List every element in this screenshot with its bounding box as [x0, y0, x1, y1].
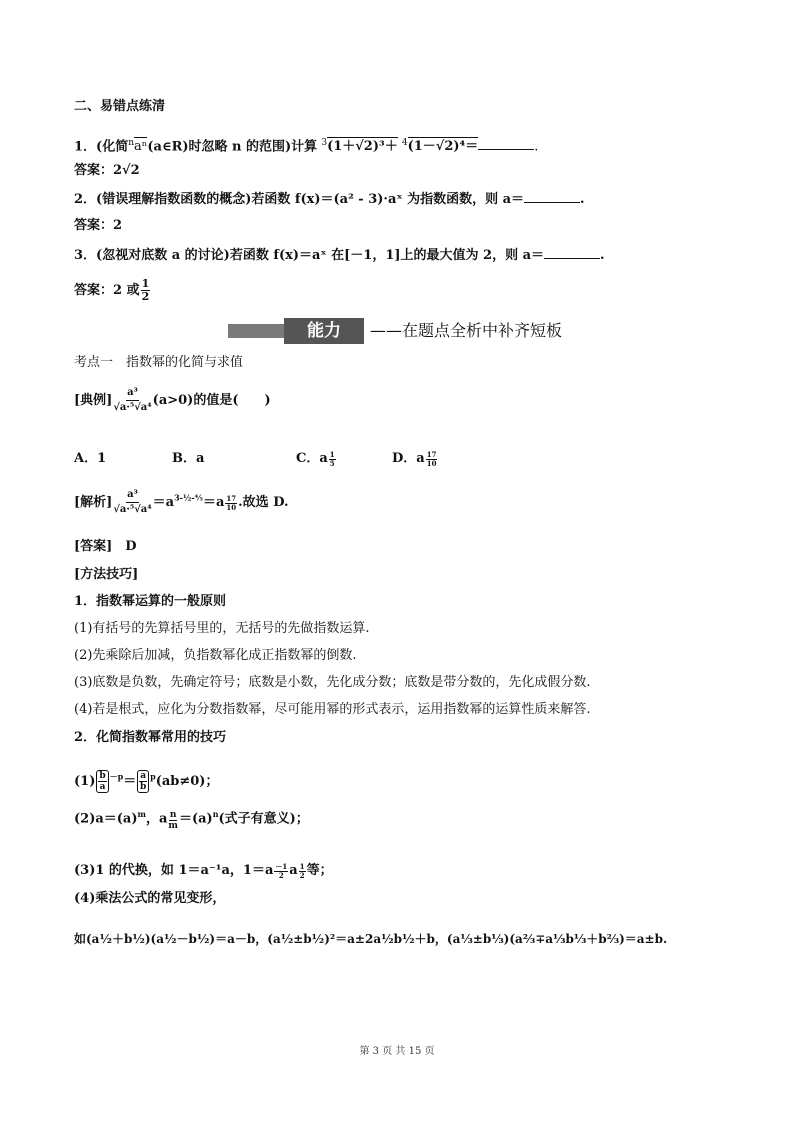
method-2-item-1: (1) $\frac{b}{a}$ $^{-p}$＝ $\frac{a}{b}$ $^p$(ab≠0)；	[74, 771, 219, 792]
example-label: [典例]	[74, 393, 113, 408]
answer-line: [答案] D	[74, 539, 137, 554]
topic-heading: 考点一 指数幂的化简与求值	[74, 355, 244, 370]
option-d-label: D．a	[392, 451, 425, 466]
section-title: 二、易错点练清	[74, 99, 166, 114]
banner-subtitle: ——在题点全析中补齐短板	[370, 321, 563, 340]
analysis-tail: .故选 D.	[238, 495, 289, 510]
m2-2-tail: (式子有意义)；	[218, 811, 309, 827]
analysis-num: a³	[126, 488, 139, 503]
analysis-label: [解析]	[74, 495, 113, 510]
question-2	[74, 190, 585, 209]
analysis-den: √a·⁵√a⁴	[113, 504, 152, 515]
q2-end: .	[580, 192, 585, 207]
method-2-title: 2．化简指数幂常用的技巧	[74, 730, 227, 745]
option-c-exp-num: 1	[329, 449, 335, 459]
m2-1-prefix: (1)	[74, 774, 96, 789]
analysis-res-den: 10	[226, 502, 237, 512]
option-a: A．1	[74, 451, 107, 466]
method-1-item: (2)先乘除后加减，负指数幂化成正指数幂的倒数.	[74, 648, 357, 663]
analysis-result: ＝a	[202, 495, 225, 510]
method-2-item-2: $(2)a=(a)^m$，a $\frac{n}{m}$ $=(a)^n$(式子有意义)；	[74, 809, 309, 831]
banner-tag: 能力	[284, 318, 364, 344]
option-c	[296, 450, 337, 468]
option-c-label: C．a	[296, 451, 328, 466]
question-1: 1．(化简$^n$aⁿ(a∈R)时忽略 n 的范围)计算 $^3$(1＋√2)³＋ $^4$(1－√2)⁴＝ .	[74, 138, 539, 155]
q1-end: .	[534, 139, 539, 155]
question-3	[74, 246, 605, 265]
q3-text: 3．(忽视对底数 a 的讨论)若函数 f(x)＝aˣ 在[－1，1]上的最大值为 2，则 a＝	[74, 248, 545, 263]
page-footer: 第 3 页 共 15 页	[359, 1046, 435, 1057]
method-title: [方法技巧]	[74, 567, 139, 582]
a3-den: 2	[141, 290, 150, 303]
method-1-item: (1)有括号的先算括号里的，无括号的先做指数运算.	[74, 621, 370, 636]
method-2-item-4: (4)乘法公式的常见变形，	[74, 891, 226, 906]
answer-1: 答案：2√2	[74, 163, 140, 178]
option-d-exp-num: 17	[426, 449, 437, 459]
m2-1-mid: ＝	[123, 774, 137, 789]
method-1-item: (3)底数是负数，先确定符号；底数是小数，先化成分数；底数是带分数的，先化成假分数.	[74, 675, 591, 690]
section-banner	[228, 318, 572, 344]
method-2-item-3: (3)1 的代换，如 1＝a⁻¹a，1＝a $\frac{-1}{2}$ a $\frac{1}{2}$ 等；	[74, 861, 333, 880]
example-den: √a·⁵√a⁴	[113, 402, 152, 413]
m2-3-tail: 等；	[306, 863, 333, 878]
analysis-exp: 3-½-⅘	[174, 492, 203, 503]
answer-3	[74, 278, 151, 303]
option-d-exp-den: 10	[426, 458, 437, 468]
example	[74, 386, 271, 415]
analysis-step: ＝a	[152, 495, 175, 510]
a3-prefix: 答案：2 或	[74, 283, 140, 298]
answer-blank	[478, 137, 534, 150]
q1-expr1: (1＋√2)³＋	[327, 139, 398, 155]
m2-3-text: (3)1 的代换，如 1＝a⁻¹a，1＝a	[74, 863, 274, 878]
option-d	[392, 450, 438, 468]
a3-num: 1	[141, 277, 150, 290]
q1-mid: (a∈R)时忽略 n 的范围)计算	[147, 139, 318, 155]
answer-blank	[524, 190, 580, 203]
example-cond: (a>0)的值是( )	[152, 393, 271, 408]
q1-expr2: (1－√2)⁴＝	[407, 139, 479, 155]
analysis-res-num: 17	[226, 493, 237, 503]
m2-1-tail: (ab≠0)；	[155, 774, 219, 789]
q2-text: 2．(错误理解指数函数的概念)若函数 f(x)＝(a² - 3)·aˣ 为指数函数，则 a＝	[74, 192, 525, 207]
q1-prefix: 1．(化简	[74, 139, 129, 155]
method-1-item: (4)若是根式，应化为分数指数幂，尽可能用幂的形式表示，运用指数幂的运算性质来解答.	[74, 702, 591, 717]
analysis	[74, 488, 289, 517]
answer-2: 答案：2	[74, 218, 123, 233]
m2-2-mid: ，a	[145, 811, 168, 827]
banner-bar	[228, 324, 284, 338]
method-2-item-5: 如(a½＋b½)(a½－b½)＝a－b，(a½±b½)²＝a±2a½b½＋b，(a⅓±b⅓)(a⅔∓a⅓b⅓＋b⅔)＝a±b.	[74, 932, 668, 946]
answer-blank	[544, 246, 600, 259]
m2-2-prefix: (2)a＝	[74, 811, 117, 827]
option-b: B．a	[172, 451, 205, 466]
method-1-title: 1．指数幂运算的一般原则	[74, 594, 227, 609]
example-num: a³	[126, 386, 139, 401]
option-c-exp-den: 5	[329, 458, 335, 468]
q3-end: .	[600, 248, 605, 263]
